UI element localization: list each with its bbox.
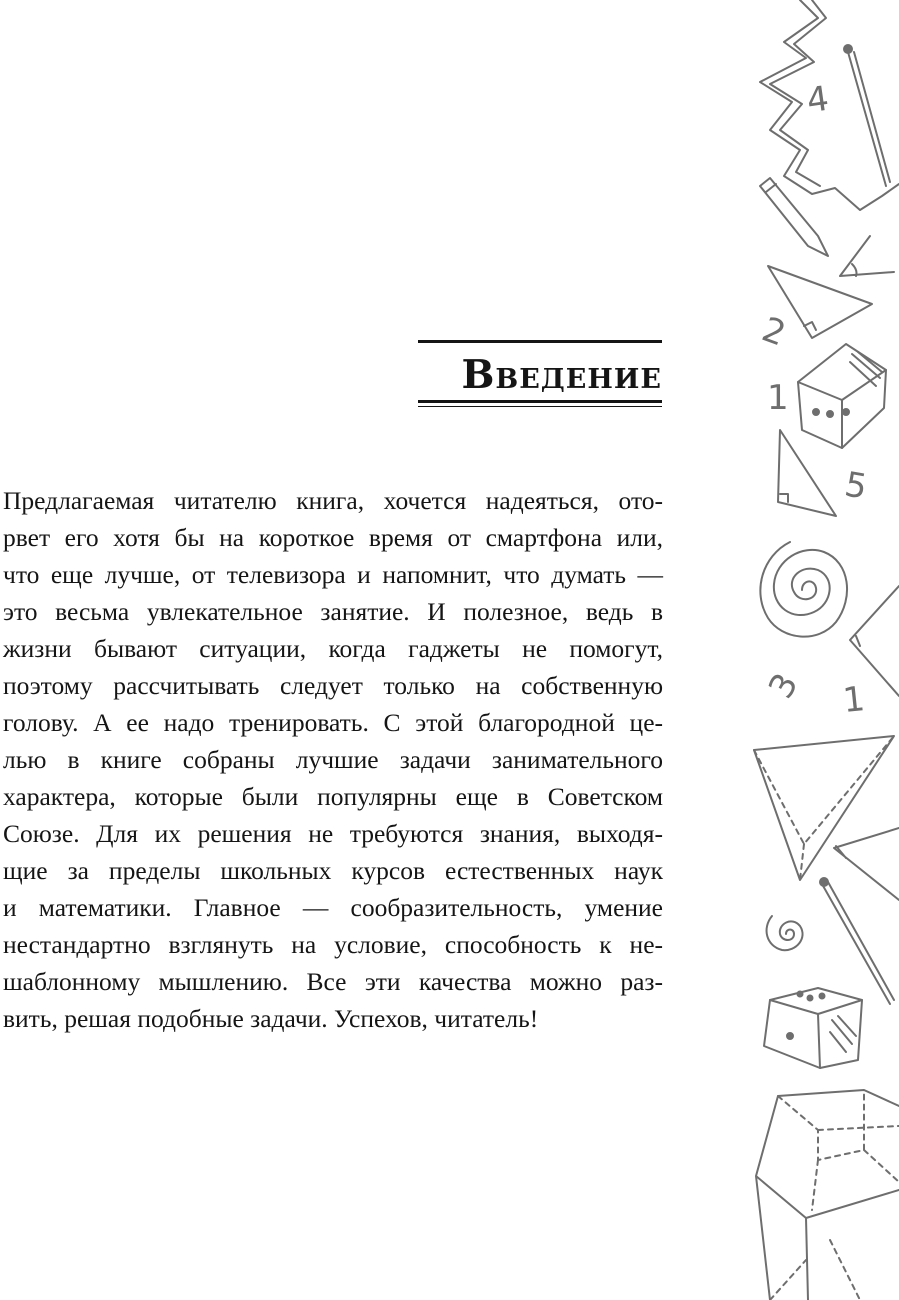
doodle-digit: 1 (767, 378, 789, 418)
matchstick-icon (822, 884, 890, 1004)
pyramid-icon (754, 736, 894, 880)
spiral-icon (767, 916, 803, 950)
dice-icon (798, 344, 886, 448)
dice-icon (764, 988, 862, 1068)
heading-top-rule (418, 340, 662, 343)
paragraph-line: шаблонному мышлению. Все эти качества можно раз- (3, 967, 663, 996)
heading-bottom-rule (418, 400, 662, 403)
paragraph-line: нестандартно взглянуть на условие, способность к не- (3, 930, 663, 959)
angle-mark-icon (840, 236, 894, 276)
paragraph-line: жизни бывают ситуации, когда гаджеты не помогут, (3, 634, 663, 663)
spiral-icon (760, 542, 847, 637)
paragraph-line: голову. А ее надо тренировать. С этой благородной це- (3, 708, 663, 737)
polyhedron-icon (756, 1090, 899, 1300)
paragraph-line-last: вить, решая подобные задачи. Успехов, читатель! (3, 1004, 539, 1033)
pencil-icon (760, 178, 828, 256)
intro-paragraph (3, 482, 663, 1037)
paragraph-line: рвет его хотя бы на короткое время от смартфона или, (3, 523, 663, 552)
paragraph-line: Предлагаемая читателю книга, хочется надеяться, ото- (3, 486, 663, 515)
doodle-digit: 5 (841, 464, 870, 508)
doodle-digit: 4 (804, 78, 832, 122)
paragraph-line: что еще лучше, от телевизора и напомнит, что думать — (3, 560, 663, 589)
paragraph-line: характера, которые были популярны еще в Советском (3, 782, 663, 811)
wedge-icon (834, 828, 899, 900)
triangle-icon (778, 430, 836, 516)
doodle-digit: 1 (840, 678, 867, 722)
doodle-digit: 3 (761, 666, 807, 706)
chapter-heading-block (418, 340, 662, 410)
paragraph-line: Союзе. Для их решения не требуются знания, выходя- (3, 819, 663, 848)
paragraph-line: лью в книге собраны лучшие задачи занимательного (3, 745, 663, 774)
math-doodle-border (745, 0, 899, 1300)
paragraph-line: и математики. Главное — сообразительность, умение (3, 893, 663, 922)
heading-bottom-thin-rule (418, 406, 662, 407)
chapter-title: Введение (461, 352, 662, 398)
doodle-drawing (745, 0, 899, 1300)
doodle-digit: 2 (756, 309, 791, 355)
matchstick-icon (848, 52, 886, 186)
paragraph-line: поэтому рассчитывать следует только на собственную (3, 671, 663, 700)
paragraph-line: щие за пределы школьных курсов естественных наук (3, 856, 663, 885)
paragraph-line: это весьма увлекательное занятие. И полезное, ведь в (3, 597, 663, 626)
